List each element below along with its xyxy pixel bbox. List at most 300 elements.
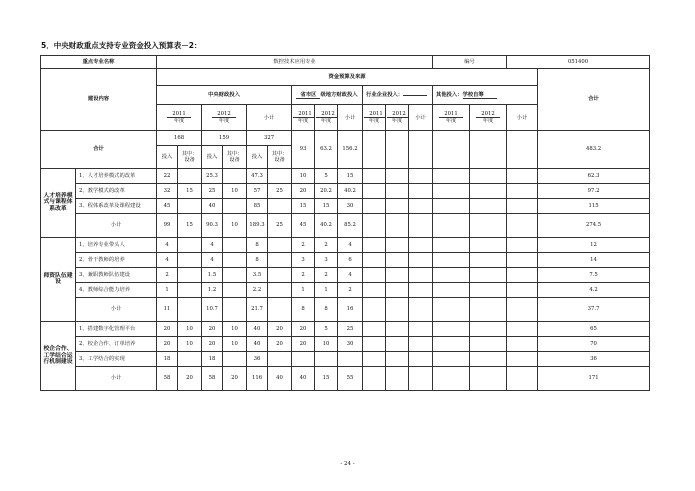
empty-cell bbox=[507, 252, 538, 267]
header-row-source bbox=[41, 68, 650, 85]
row-total: 14 bbox=[538, 252, 650, 267]
empty-cell bbox=[470, 168, 507, 183]
cell-c11: 99 bbox=[157, 213, 178, 237]
source-label: 资金预算及来源 bbox=[157, 68, 538, 85]
cell-c12e: 20 bbox=[223, 366, 247, 390]
total-col-label: 合计 bbox=[538, 68, 650, 130]
cell-ps: 16 bbox=[338, 297, 363, 321]
central-label: 中央财政投入 bbox=[157, 85, 292, 105]
table-row bbox=[41, 168, 650, 183]
provincial-prefix: 省市区 bbox=[296, 92, 320, 99]
table-row bbox=[41, 198, 650, 213]
empty-cell bbox=[433, 297, 470, 321]
year-2012: 2012 bbox=[387, 111, 409, 118]
cell-ps: 55 bbox=[338, 366, 363, 390]
total-central-2012: 159 bbox=[202, 130, 247, 145]
empty-cell bbox=[507, 336, 538, 351]
row-total: 36 bbox=[538, 351, 650, 366]
cell-c12e bbox=[223, 267, 247, 282]
row-total: 97.2 bbox=[538, 183, 650, 198]
cell-cse bbox=[268, 282, 292, 297]
subtotal-label: 小计 bbox=[76, 366, 157, 390]
document-title: 5．中央财政重点支持专业资金投入预算表－2： bbox=[41, 41, 202, 50]
prov-subtotal-header: 小计 bbox=[338, 105, 363, 130]
year-2012: 2012 bbox=[212, 111, 236, 118]
cell-c11e bbox=[178, 351, 202, 366]
invest-label: 投入 bbox=[157, 145, 178, 168]
year-word: 年度 bbox=[368, 118, 380, 125]
cell-ps: 30 bbox=[338, 198, 363, 213]
empty-cell bbox=[507, 198, 538, 213]
cell-c11: 1 bbox=[157, 282, 178, 297]
table-row bbox=[41, 321, 650, 336]
year-2011: 2011 bbox=[439, 111, 463, 118]
cell-cs: 116 bbox=[247, 366, 268, 390]
total-other-2011 bbox=[433, 130, 470, 168]
item-label: 3、工学结合的实现 bbox=[76, 351, 157, 366]
empty-cell bbox=[433, 321, 470, 336]
empty-cell bbox=[386, 351, 409, 366]
item-label: 3、程体系改革及课程建设 bbox=[76, 198, 157, 213]
cell-cs: 8 bbox=[247, 252, 268, 267]
year-word: 年度 bbox=[391, 118, 403, 125]
empty-cell bbox=[386, 183, 409, 198]
item-label: 1、人才培养模式的改革 bbox=[76, 168, 157, 183]
cell-cse: 25 bbox=[268, 183, 292, 198]
empty-cell bbox=[433, 237, 470, 252]
cell-cs: 40 bbox=[247, 321, 268, 336]
empty-cell bbox=[433, 252, 470, 267]
cell-c11e: 15 bbox=[178, 213, 202, 237]
cell-cse bbox=[268, 198, 292, 213]
empty-cell bbox=[386, 168, 409, 183]
item-label: 1、搭建数字化管理平台 bbox=[76, 321, 157, 336]
item-label: 2、教学模式的改革 bbox=[76, 183, 157, 198]
enterprise-label bbox=[363, 85, 433, 105]
empty-cell bbox=[507, 168, 538, 183]
cell-c12: 1.2 bbox=[202, 282, 223, 297]
row-total: 65 bbox=[538, 321, 650, 336]
empty-cell bbox=[470, 213, 507, 237]
empty-cell bbox=[409, 252, 433, 267]
cell-p12: 5 bbox=[315, 321, 338, 336]
year-word: 年度 bbox=[320, 118, 332, 125]
invest-label: 投入 bbox=[247, 145, 268, 168]
empty-cell bbox=[363, 267, 386, 282]
empty-cell bbox=[409, 183, 433, 198]
cell-p11: 1 bbox=[292, 282, 315, 297]
totals-row-top bbox=[41, 130, 650, 145]
empty-cell bbox=[409, 336, 433, 351]
year-word: 年度 bbox=[218, 118, 230, 125]
empty-cell bbox=[507, 351, 538, 366]
cell-c11: 22 bbox=[157, 168, 178, 183]
cell-p12: 2 bbox=[315, 267, 338, 282]
row-total: 4.2 bbox=[538, 282, 650, 297]
cell-cse bbox=[268, 351, 292, 366]
cell-c11e: 10 bbox=[178, 336, 202, 351]
total-ent-2011 bbox=[363, 130, 386, 168]
cell-p12: 8 bbox=[315, 297, 338, 321]
cell-p12: 15 bbox=[315, 198, 338, 213]
cell-c12: 58 bbox=[202, 366, 223, 390]
empty-cell bbox=[433, 366, 470, 390]
cell-cse bbox=[268, 237, 292, 252]
item-label: 1、培养专业带头人 bbox=[76, 237, 157, 252]
major-label: 重点专业名称 bbox=[41, 56, 157, 69]
empty-cell bbox=[433, 351, 470, 366]
subtotal-label: 小计 bbox=[76, 297, 157, 321]
cell-c11: 58 bbox=[157, 366, 178, 390]
cell-c11: 20 bbox=[157, 336, 178, 351]
empty-cell bbox=[386, 198, 409, 213]
empty-cell bbox=[386, 366, 409, 390]
cell-c11e bbox=[178, 282, 202, 297]
empty-cell bbox=[386, 282, 409, 297]
cell-p12: 15 bbox=[315, 366, 338, 390]
empty-cell bbox=[363, 252, 386, 267]
row-total: 70 bbox=[538, 336, 650, 351]
cell-ps: 30 bbox=[338, 336, 363, 351]
year-2011: 2011 bbox=[293, 111, 315, 118]
cell-cse: 20 bbox=[268, 321, 292, 336]
cell-cse bbox=[268, 267, 292, 282]
item-label: 4、教师综合能力培养 bbox=[76, 282, 157, 297]
page-number: - 24 - bbox=[340, 461, 355, 467]
cell-p11: 40 bbox=[292, 366, 315, 390]
cell-c12e bbox=[223, 252, 247, 267]
item-label: 3、兼职教师队伍建设 bbox=[76, 267, 157, 282]
cell-cs: 47.3 bbox=[247, 168, 268, 183]
cell-cse: 40 bbox=[268, 366, 292, 390]
row-total: 62.3 bbox=[538, 168, 650, 183]
other-subtotal-header: 小计 bbox=[507, 105, 538, 130]
cell-c11: 4 bbox=[157, 237, 178, 252]
cell-p11: 15 bbox=[292, 198, 315, 213]
cell-c12: 4 bbox=[202, 237, 223, 252]
empty-cell bbox=[386, 321, 409, 336]
major-value: 数控技术应用专业 bbox=[157, 56, 433, 69]
other-value: 学校自筹 bbox=[463, 92, 497, 99]
item-label: 2、骨干教师的培养 bbox=[76, 252, 157, 267]
row-total: 115 bbox=[538, 198, 650, 213]
empty-cell bbox=[386, 213, 409, 237]
empty-cell bbox=[433, 198, 470, 213]
total-central-2011: 168 bbox=[157, 130, 202, 145]
grand-total-label: 合计 bbox=[41, 130, 157, 168]
cell-p11: 10 bbox=[292, 168, 315, 183]
cell-cs: 189.3 bbox=[247, 213, 268, 237]
empty-cell bbox=[409, 168, 433, 183]
ent-2011-header bbox=[363, 105, 386, 130]
row-total: 7.5 bbox=[538, 267, 650, 282]
cell-ps: 4 bbox=[338, 237, 363, 252]
cell-c12: 25.3 bbox=[202, 168, 223, 183]
cell-c12e bbox=[223, 168, 247, 183]
cell-c12e bbox=[223, 198, 247, 213]
empty-cell bbox=[363, 198, 386, 213]
cell-ps: 85.2 bbox=[338, 213, 363, 237]
year-2012: 2012 bbox=[476, 111, 500, 118]
empty-cell bbox=[409, 351, 433, 366]
cell-p11: 45 bbox=[292, 213, 315, 237]
ent-2012-header bbox=[386, 105, 409, 130]
equipment-label: 其中：设备 bbox=[223, 145, 247, 168]
cell-c11e bbox=[178, 267, 202, 282]
empty-cell bbox=[409, 297, 433, 321]
empty-cell bbox=[470, 252, 507, 267]
grand-total-value: 483.2 bbox=[538, 130, 650, 168]
empty-cell bbox=[433, 267, 470, 282]
invest-label: 投入 bbox=[202, 145, 223, 168]
cell-c12: 25 bbox=[202, 183, 223, 198]
cell-c12e: 10 bbox=[223, 183, 247, 198]
cell-cs: 85 bbox=[247, 198, 268, 213]
cell-c12e bbox=[223, 282, 247, 297]
empty-cell bbox=[470, 297, 507, 321]
cell-cse: 25 bbox=[268, 213, 292, 237]
empty-cell bbox=[433, 336, 470, 351]
cell-c11: 20 bbox=[157, 321, 178, 336]
code-label: 编号 bbox=[433, 56, 507, 69]
empty-cell bbox=[409, 282, 433, 297]
empty-cell bbox=[470, 351, 507, 366]
empty-cell bbox=[433, 282, 470, 297]
empty-cell bbox=[433, 168, 470, 183]
empty-cell bbox=[507, 366, 538, 390]
table-row bbox=[41, 336, 650, 351]
cell-c11: 32 bbox=[157, 183, 178, 198]
subtotal-row bbox=[41, 297, 650, 321]
item-label: 2、校企合作、订单培养 bbox=[76, 336, 157, 351]
cell-p12: 10 bbox=[315, 336, 338, 351]
cell-ps: 6 bbox=[338, 252, 363, 267]
cell-p12: 40.2 bbox=[315, 213, 338, 237]
cell-ps: 40.2 bbox=[338, 183, 363, 198]
cell-p11: 20 bbox=[292, 183, 315, 198]
cell-p12: 2 bbox=[315, 237, 338, 252]
cell-c12e bbox=[223, 297, 247, 321]
total-central-subtotal: 327 bbox=[247, 130, 292, 145]
cell-p11: 2 bbox=[292, 237, 315, 252]
total-prov-2011: 93 bbox=[292, 130, 315, 168]
empty-cell bbox=[363, 321, 386, 336]
empty-cell bbox=[470, 321, 507, 336]
empty-cell bbox=[507, 183, 538, 198]
cell-c11: 11 bbox=[157, 297, 178, 321]
total-ent-2012 bbox=[386, 130, 409, 168]
total-other-subtotal bbox=[507, 130, 538, 168]
cell-p11: 2 bbox=[292, 267, 315, 282]
cell-cs: 8 bbox=[247, 237, 268, 252]
cell-p11: 20 bbox=[292, 321, 315, 336]
empty-cell bbox=[409, 237, 433, 252]
empty-cell bbox=[363, 282, 386, 297]
cell-cse bbox=[268, 252, 292, 267]
cell-p12: 1 bbox=[315, 282, 338, 297]
empty-cell bbox=[433, 183, 470, 198]
table-row bbox=[41, 252, 650, 267]
cell-c11: 18 bbox=[157, 351, 178, 366]
year-2011: 2011 bbox=[167, 111, 191, 118]
empty-cell bbox=[363, 168, 386, 183]
empty-cell bbox=[363, 183, 386, 198]
empty-cell bbox=[470, 282, 507, 297]
empty-cell bbox=[470, 336, 507, 351]
row-total: 274.5 bbox=[538, 213, 650, 237]
category-label: 人才培养模式与课程体系改革 bbox=[41, 168, 76, 237]
central-2012-header bbox=[202, 105, 247, 130]
empty-cell bbox=[386, 237, 409, 252]
cell-cse: 20 bbox=[268, 336, 292, 351]
cell-ps: 4 bbox=[338, 267, 363, 282]
cell-c12: 1.5 bbox=[202, 267, 223, 282]
cell-cse bbox=[268, 168, 292, 183]
cell-p11: 20 bbox=[292, 336, 315, 351]
cell-c11e bbox=[178, 297, 202, 321]
equipment-label: 其中：设备 bbox=[178, 145, 202, 168]
cell-p12: 5 bbox=[315, 168, 338, 183]
empty-cell bbox=[409, 213, 433, 237]
cell-cs: 40 bbox=[247, 336, 268, 351]
enterprise-blank bbox=[403, 95, 427, 96]
cell-p12: 3 bbox=[315, 252, 338, 267]
year-2011: 2011 bbox=[364, 111, 386, 118]
cell-c12: 4 bbox=[202, 252, 223, 267]
central-2011-header bbox=[157, 105, 202, 130]
cell-c12e: 10 bbox=[223, 213, 247, 237]
year-word: 年度 bbox=[482, 118, 494, 125]
empty-cell bbox=[363, 366, 386, 390]
cell-c12e bbox=[223, 351, 247, 366]
cell-c12: 20 bbox=[202, 321, 223, 336]
other-prefix: 其他投入： bbox=[436, 91, 463, 98]
table-row bbox=[41, 237, 650, 252]
content-label: 建设内容 bbox=[41, 68, 157, 130]
empty-cell bbox=[363, 351, 386, 366]
empty-cell bbox=[363, 336, 386, 351]
cell-ps bbox=[338, 351, 363, 366]
cell-cs: 21.7 bbox=[247, 297, 268, 321]
cell-p11: 8 bbox=[292, 297, 315, 321]
empty-cell bbox=[409, 366, 433, 390]
cell-c11e: 20 bbox=[178, 366, 202, 390]
empty-cell bbox=[433, 213, 470, 237]
cell-c12e: 10 bbox=[223, 321, 247, 336]
cell-c11: 2 bbox=[157, 267, 178, 282]
empty-cell bbox=[507, 282, 538, 297]
cell-c12: 40 bbox=[202, 198, 223, 213]
cell-p11 bbox=[292, 351, 315, 366]
table-row bbox=[41, 183, 650, 198]
subtotal-label: 小计 bbox=[76, 213, 157, 237]
empty-cell bbox=[470, 183, 507, 198]
table-row bbox=[41, 282, 650, 297]
total-prov-subtotal: 156.2 bbox=[338, 130, 363, 168]
cell-p12 bbox=[315, 351, 338, 366]
row-total: 171 bbox=[538, 366, 650, 390]
subtotal-row bbox=[41, 213, 650, 237]
other-label bbox=[433, 85, 538, 105]
ent-subtotal-header: 小计 bbox=[409, 105, 433, 130]
empty-cell bbox=[507, 237, 538, 252]
cell-c11e bbox=[178, 252, 202, 267]
empty-cell bbox=[363, 297, 386, 321]
cell-c12: 18 bbox=[202, 351, 223, 366]
cell-cs: 2.2 bbox=[247, 282, 268, 297]
empty-cell bbox=[386, 297, 409, 321]
cell-cs: 36 bbox=[247, 351, 268, 366]
empty-cell bbox=[507, 213, 538, 237]
prov-2012-header bbox=[315, 105, 338, 130]
other-2012-header bbox=[470, 105, 507, 130]
empty-cell bbox=[409, 267, 433, 282]
row-total: 12 bbox=[538, 237, 650, 252]
total-prov-2012: 63.2 bbox=[315, 130, 338, 168]
cell-c11e bbox=[178, 168, 202, 183]
cell-c11: 4 bbox=[157, 252, 178, 267]
cell-c12: 20 bbox=[202, 336, 223, 351]
table-row bbox=[41, 351, 650, 366]
empty-cell bbox=[409, 321, 433, 336]
cell-cse bbox=[268, 297, 292, 321]
budget-table bbox=[40, 55, 650, 391]
empty-cell bbox=[386, 267, 409, 282]
subtotal-row bbox=[41, 366, 650, 390]
year-word: 年度 bbox=[297, 118, 309, 125]
cell-ps: 2 bbox=[338, 282, 363, 297]
empty-cell bbox=[507, 297, 538, 321]
cell-p12: 20.2 bbox=[315, 183, 338, 198]
category-label: 校企合作、工学结合运行机制建设 bbox=[41, 321, 76, 390]
empty-cell bbox=[470, 267, 507, 282]
cell-c11e bbox=[178, 237, 202, 252]
provincial-suffix: 级地方财政投入 bbox=[320, 91, 358, 98]
total-other-2012 bbox=[470, 130, 507, 168]
total-ent-subtotal bbox=[409, 130, 433, 168]
empty-cell bbox=[507, 321, 538, 336]
cell-c12: 90.3 bbox=[202, 213, 223, 237]
other-2011-header bbox=[433, 105, 470, 130]
empty-cell bbox=[470, 198, 507, 213]
cell-c11e: 10 bbox=[178, 321, 202, 336]
cell-cs: 3.5 bbox=[247, 267, 268, 282]
empty-cell bbox=[363, 213, 386, 237]
provincial-label bbox=[292, 85, 363, 105]
empty-cell bbox=[363, 237, 386, 252]
header-row-major bbox=[41, 56, 650, 69]
enterprise-text: 行业企业投入： bbox=[366, 92, 404, 99]
empty-cell bbox=[470, 366, 507, 390]
cell-c12e bbox=[223, 237, 247, 252]
cell-ps: 25 bbox=[338, 321, 363, 336]
cell-c12: 10.7 bbox=[202, 297, 223, 321]
code-value: 051400 bbox=[507, 56, 650, 69]
cell-cs: 57 bbox=[247, 183, 268, 198]
empty-cell bbox=[386, 336, 409, 351]
cell-c11e bbox=[178, 198, 202, 213]
cell-ps: 15 bbox=[338, 168, 363, 183]
row-total: 37.7 bbox=[538, 297, 650, 321]
empty-cell bbox=[507, 267, 538, 282]
year-2012: 2012 bbox=[316, 111, 338, 118]
table-row bbox=[41, 267, 650, 282]
cell-c11: 45 bbox=[157, 198, 178, 213]
year-word: 年度 bbox=[445, 118, 457, 125]
prov-2011-header bbox=[292, 105, 315, 130]
category-label: 师资队伍建设 bbox=[41, 237, 76, 321]
year-word: 年度 bbox=[173, 118, 185, 125]
